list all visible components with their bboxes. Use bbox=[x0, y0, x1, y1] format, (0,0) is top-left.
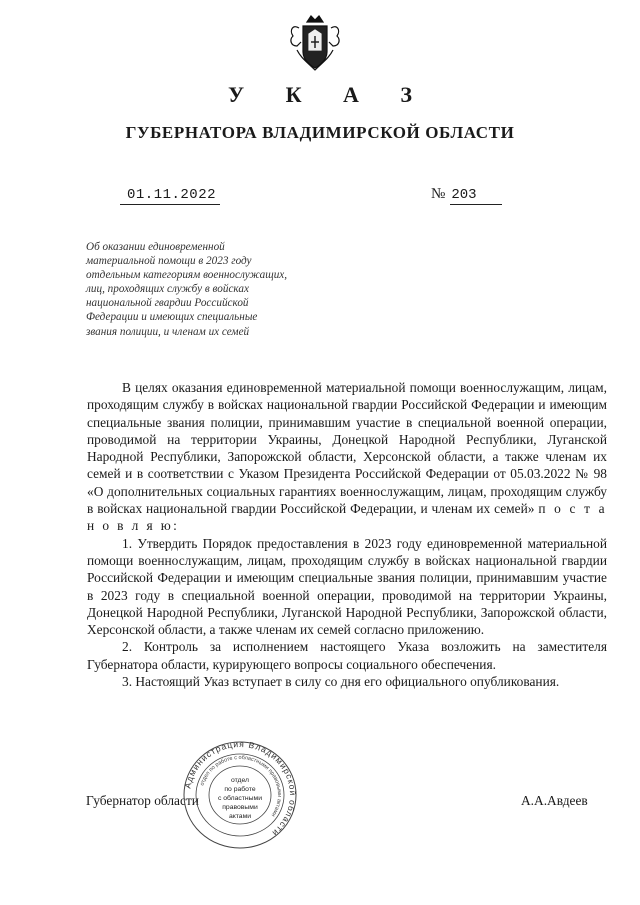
document-title: У К А З bbox=[227, 82, 431, 107]
issuer-title: ГУБЕРНАТОРА ВЛАДИМИРСКОЙ ОБЛАСТИ bbox=[125, 123, 515, 142]
heading-line: звания полиции, и членам их семей bbox=[86, 325, 250, 338]
decree-body bbox=[87, 379, 607, 690]
preamble-text: В целях оказания единовременной материальной помощи военнослужащим, лицам, проходящим службу в войсках национальной гвардии Российской Федерации и имеющим специальные звания полиции, принимавшим участие в специальной военной операции, проводимой на территории Украины, Донецкой Народной Республики, Луганской Народной Республики, Запорожской области, Херсонской области, а также членам их семей и в соответствии с Указом Президента Российской Федерации от 05.03.2022 № 98 «О дополнительных социальных гарантиях военнослужащим, лицам, проходящим службу в войсках национальной гвардии Российской Федерации, и членам их семей» bbox=[87, 380, 607, 517]
stamp-line: правовыми bbox=[222, 804, 258, 811]
decree-number bbox=[431, 186, 477, 203]
stamp-line: с областными bbox=[217, 795, 263, 802]
number-symbol: № bbox=[431, 186, 446, 202]
decree-item-2: 2. Контроль за исполнением настоящего Указа возложить на заместителя Губернатора области, курирующего вопросы социального обеспечения. bbox=[87, 639, 607, 672]
official-stamp bbox=[175, 740, 305, 850]
stamp-line: актами bbox=[228, 813, 252, 820]
decree-item-1: 1. Утвердить Порядок предоставления в 2023 году единовременной материальной помощи военнослужащим, лицам, проходящим службу в войсках национальной гвардии Российской Федерации и имеющим специальные звания полиции, принимавшим участие в 2023 году в специальной военной операции, проводимой на территории Украины, Донецкой Народной Республики, Луганской Народной Республики, Запорожской области, Херсонской области, а также членам их семей согласно приложению. bbox=[87, 535, 607, 638]
heading-line: Об оказании единовременной bbox=[86, 241, 225, 253]
coat-of-arms-icon bbox=[285, 12, 345, 74]
decree-heading bbox=[86, 240, 326, 339]
decree-item-3: 3. Настоящий Указ вступает в силу со дня его официального опубликования. bbox=[122, 674, 560, 690]
signer-position: Губернатор области bbox=[86, 793, 199, 808]
heading-line: лиц, проходящих службу в войсках bbox=[86, 283, 249, 296]
number-underline bbox=[450, 204, 502, 205]
stamp-line: отдел bbox=[230, 777, 250, 784]
number-value: 203 bbox=[451, 187, 477, 203]
date-underline bbox=[120, 204, 220, 205]
stamp-line: по работе bbox=[224, 786, 256, 793]
heading-line: национальной гвардии Российской bbox=[86, 297, 249, 310]
preamble-paragraph bbox=[87, 379, 607, 535]
stamp-ring-text: Администрация Владимирской области bbox=[182, 740, 299, 839]
stamp-inner-ring-text: отдел по работе с областными правовыми актами bbox=[199, 754, 283, 818]
signer-name: А.А.Авдеев bbox=[521, 793, 588, 808]
heading-line: отдельным категориям военнослужащих, bbox=[86, 269, 288, 282]
decree-date: 01.11.2022 bbox=[127, 187, 217, 203]
heading-line: Федерации и имеющих специальные bbox=[86, 311, 258, 324]
heading-line: материальной помощи в 2023 году bbox=[86, 255, 252, 268]
decree-word: п о с т а н о в л я ю: bbox=[87, 501, 607, 534]
